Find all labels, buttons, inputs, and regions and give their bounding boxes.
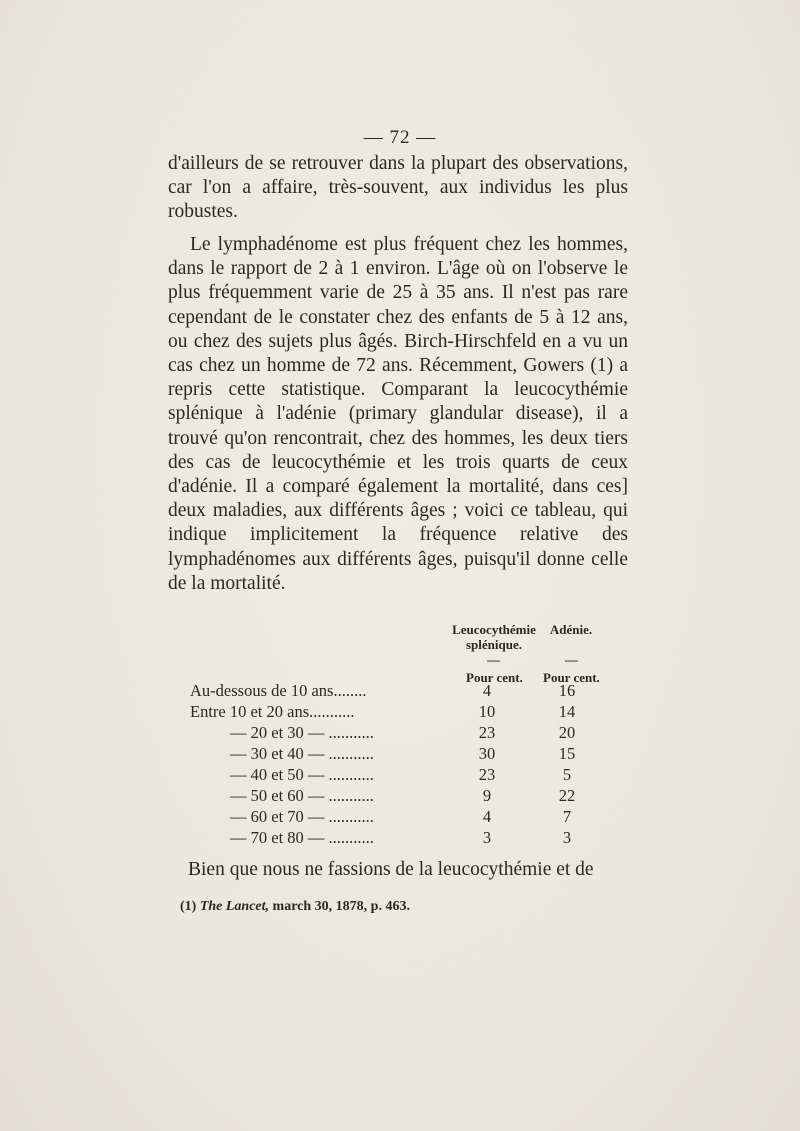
footnote-marker: (1) bbox=[180, 899, 197, 914]
paragraph-main: Le lymphadénome est plus fréquent chez les hommes, dans le rapport de 2 à 1 environ. L'âge où on l'observe le plus fréquemment varie de 25 à 35 ans. Il n'est pas rare cependant de le constater chez des enfants de 5 à 12 ans, ou chez des sujets plus âgés. Birch-Hirschfeld en a vu un cas chez un homme de 72 ans. Récemment, Gowers (1) a repris cette statistique. Comparant la leucocythémie splénique à l'adénie (primary glandular disease), il a trouvé qu'on rencontrait, chez des hommes, les deux tiers des cas de leucocythémie et les trois quarts de ceux d'adénie. Il a comparé également la mortalité, dans ces] deux maladies, aux différents âges ; voici ce tableau, qui indique implicitement la fréquence relative des lymphadénomes aux différents âges, puisqu'il donne celle de la mortalité. bbox=[168, 234, 628, 594]
table-row bbox=[0, 723, 800, 744]
footnote-journal-title: The Lancet, bbox=[199, 899, 270, 914]
page-number: — 72 — bbox=[363, 127, 437, 148]
leucocythemie-value: 4 bbox=[482, 807, 492, 826]
adenie-value: 5 bbox=[562, 765, 572, 784]
table-row bbox=[0, 681, 800, 702]
column-header-rule: — bbox=[565, 652, 578, 667]
adenie-value: 14 bbox=[558, 702, 576, 721]
row-label: — 20 et 30 — ........... bbox=[230, 723, 374, 742]
adenie-value: 16 bbox=[558, 681, 576, 700]
footnote-citation: march 30, 1878, p. 463. bbox=[272, 899, 410, 914]
adenie-value: 15 bbox=[558, 744, 576, 763]
table-row bbox=[0, 744, 800, 765]
footnote bbox=[180, 899, 410, 915]
leucocythemie-value: 23 bbox=[478, 765, 496, 784]
column-unit-leucocythemie: Pour cent. bbox=[466, 670, 523, 685]
leucocythemie-value: 30 bbox=[478, 744, 496, 763]
row-label: — 70 et 80 — ........... bbox=[230, 828, 374, 847]
adenie-value: 7 bbox=[562, 807, 572, 826]
paragraph-next: Bien que nous ne fassions de la leucocythémie et de bbox=[188, 859, 594, 880]
leucocythemie-value: 3 bbox=[482, 828, 492, 847]
table-row bbox=[0, 786, 800, 807]
row-label: Entre 10 et 20 ans........... bbox=[190, 702, 355, 721]
row-label: — 60 et 70 — ........... bbox=[230, 807, 374, 826]
table-row bbox=[0, 702, 800, 723]
table-row bbox=[0, 807, 800, 828]
column-unit-adenie: Pour cent. bbox=[543, 670, 600, 685]
adenie-value: 20 bbox=[558, 723, 576, 742]
row-label: — 40 et 50 — ........... bbox=[230, 765, 374, 784]
column-header-leucocythemie: Leucocythémie splénique. bbox=[452, 622, 536, 652]
adenie-value: 22 bbox=[558, 786, 576, 805]
table-row bbox=[0, 765, 800, 786]
leucocythemie-value: 10 bbox=[478, 702, 496, 721]
row-label: Au-dessous de 10 ans........ bbox=[190, 681, 367, 700]
adenie-value: 3 bbox=[562, 828, 572, 847]
mortality-table bbox=[0, 622, 800, 847]
leucocythemie-value: 9 bbox=[482, 786, 492, 805]
row-label: — 30 et 40 — ........... bbox=[230, 744, 374, 763]
leucocythemie-value: 4 bbox=[482, 681, 492, 700]
table-row bbox=[0, 828, 800, 849]
column-header-rule: — bbox=[487, 652, 500, 667]
column-header-adenie: Adénie. bbox=[549, 622, 593, 637]
leucocythemie-value: 23 bbox=[478, 723, 496, 742]
paragraph-continuation: d'ailleurs de se retrouver dans la plupart des observations, car l'on a affaire, très-souvent, aux individus les plus robustes. bbox=[168, 153, 628, 223]
row-label: — 50 et 60 — ........... bbox=[230, 786, 374, 805]
